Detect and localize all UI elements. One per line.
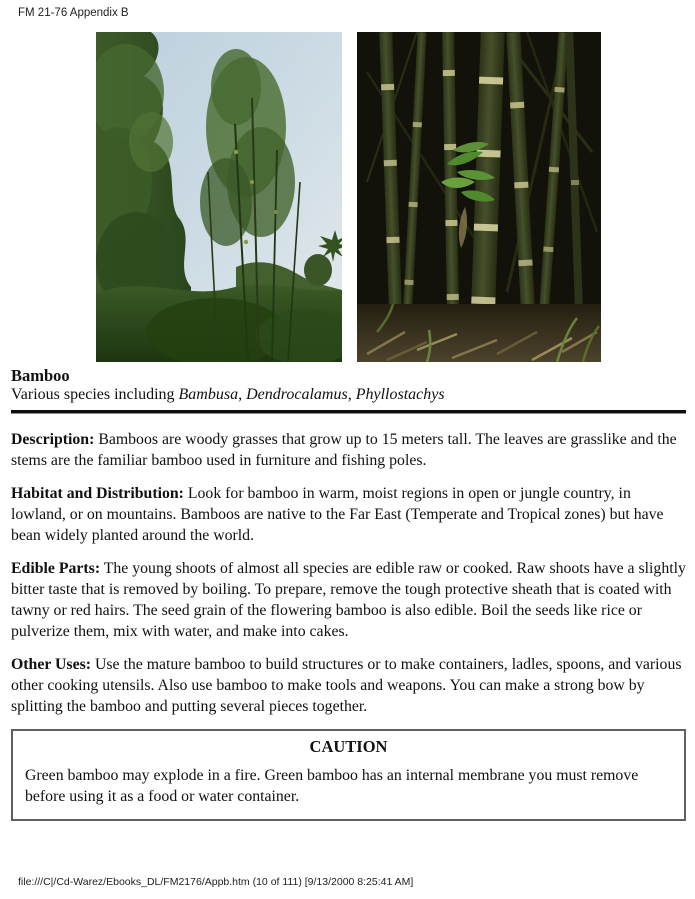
species-intro-text: Various species including <box>11 386 179 403</box>
section-description-text: Bamboos are woody grasses that grow up to 15 meters tall. The leaves are grasslike and the stems are the familiar bamboo used in furniture and fishing poles. <box>11 431 677 469</box>
bamboo-grove-illustration <box>96 32 342 362</box>
section-description-label: Description: <box>11 431 95 448</box>
horizontal-rule <box>11 410 686 414</box>
caution-text: Green bamboo may explode in a fire. Green bamboo has an internal membrane you must remove before using it as a food or water container. <box>25 767 639 805</box>
section-other-uses-text: Use the mature bamboo to build structures or to make containers, ladles, spoons, and various other cooking utensils. Also use bamboo to make tools and weapons. You can make a strong bow by splitting the bamboo and putting several pieces together. <box>11 656 682 715</box>
bamboo-grove-photo <box>96 32 342 362</box>
bamboo-culms-photo <box>357 32 601 362</box>
photo-row <box>96 32 601 362</box>
content-area <box>11 366 686 821</box>
section-other-uses-label: Other Uses: <box>11 656 91 673</box>
caution-title: CAUTION <box>309 737 388 756</box>
species-line <box>11 385 686 405</box>
section-description <box>11 429 686 471</box>
section-habitat-label: Habitat and Distribution: <box>11 485 184 502</box>
document-header: FM 21-76 Appendix B <box>18 7 129 19</box>
section-habitat-text: Look for bamboo in warm, moist regions in open or jungle country, in lowland, or on mountains. Bamboos are native to the Far East (Temperate and Tropical zones) but have bean widely planted around the world. <box>11 485 664 544</box>
section-other-uses <box>11 654 686 717</box>
section-edible-parts <box>11 558 686 642</box>
section-habitat <box>11 483 686 546</box>
species-names: Bambusa, Dendrocalamus, Phyllostachys <box>178 386 445 403</box>
document-footer: file:///C|/Cd-Warez/Ebooks_DL/FM2176/Appb.htm (10 of 111) [9/13/2000 8:25:41 AM] <box>18 876 414 888</box>
section-edible-parts-text: The young shoots of almost all species are edible raw or cooked. Raw shoots have a slightly bitter taste that is removed by boiling. To prepare, remove the tough protective sheath that is coated with tawny or red hairs. The seed grain of the flowering bamboo is also edible. Boil the seeds like rice or pulverize them, mix with water, and make into cakes. <box>11 560 686 640</box>
section-edible-parts-label: Edible Parts: <box>11 560 101 577</box>
caution-box <box>11 729 686 821</box>
plant-name-heading: Bamboo <box>11 366 70 385</box>
bamboo-culms-illustration <box>357 32 601 362</box>
